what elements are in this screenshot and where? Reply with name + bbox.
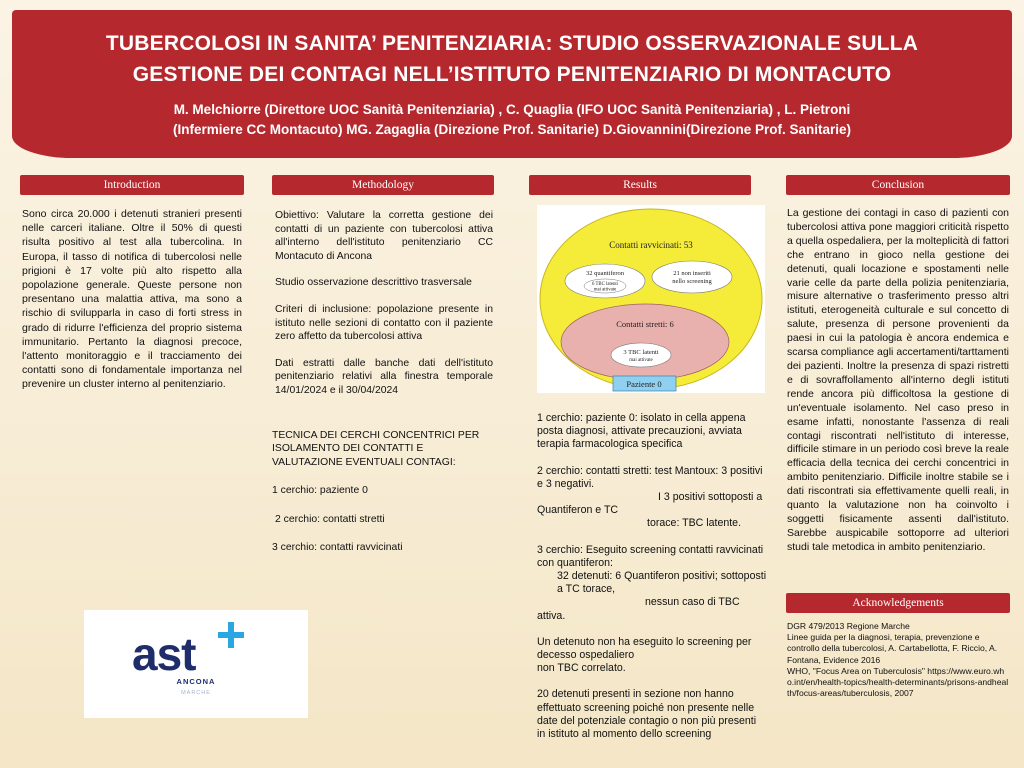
results-body xyxy=(537,412,767,741)
introduction-heading: Introduction xyxy=(20,175,244,195)
methodology-study-type: Studio osservazione descrittivo trasversale xyxy=(275,277,472,289)
authors xyxy=(12,100,1012,140)
result-circle-3-c: nessun caso di TBC xyxy=(645,596,740,609)
result-circle-2-a: 2 cerchio: contatti stretti: test Mantoux: 3 positivi e 3 negativi. xyxy=(537,464,763,490)
result-circle-3-d: attiva. xyxy=(537,609,566,622)
ack-reference-1: DGR 479/2013 Regione Marche xyxy=(787,621,910,631)
methodology-heading: Methodology xyxy=(272,175,494,195)
result-circle-2-c: Quantiferon e TC xyxy=(537,504,619,517)
authors-line-2: (Infermiere CC Montacuto) MG. Zagaglia (Direzione Prof. Sanitarie) D.Giovannini(Direzione Prof. Sanitarie) xyxy=(172,122,852,137)
logo-wordmark: ast xyxy=(132,628,196,680)
not-screened-label-1: 21 non inseriti xyxy=(673,270,711,277)
not-screened-label-2: nello screening xyxy=(672,278,712,285)
introduction-body: Sono circa 20.000 i detenuti stranieri presenti nelle carceri italiane. Oltre il 50% di questi risulta positivo al test alla tubercolina. In Europa, il tasso di notifica di tubercolosi nelle prigioni è 17 volte più alto rispetto alla popolazione generale. Queste persone non presentano una malattia attiva, ma sono a rischio di svilupparla in caso di forti stress in grado di ridurre l'efficienza del proprio sistema immunitario. Pertanto la diagnosi precoce, l'attento monitoraggio e il tracciamento dei contatti sono di fondamentale importanza nel prevenire un cluster interno al penitenziario. xyxy=(22,208,242,391)
circle-2-label: 2 cerchio: contatti stretti xyxy=(275,513,385,525)
not-screened-ellipse xyxy=(652,261,732,293)
logo-graphic xyxy=(84,610,308,718)
ack-reference-2: Linee guida per la diagnosi, terapia, prevenzione e controllo della tubercolosi, A. Cartabellotta, F. Riccio, A. Fontana, Evidence 2016 xyxy=(787,632,998,665)
latent-small-label-2: mai attivate xyxy=(593,287,617,293)
result-circle-3-a: 3 cerchio: Eseguito screening contatti ravvicinati con quantiferon: xyxy=(537,543,764,569)
logo-plus-horizontal xyxy=(218,632,244,638)
outer-circle-label: Contatti ravvicinati: 53 xyxy=(609,240,693,250)
patient-zero-label: Paziente 0 xyxy=(626,379,662,389)
poster-title xyxy=(12,28,1012,90)
latent-small-label-1: 6 TBC latenti xyxy=(591,282,619,287)
quantiferon-label: 32 quantiferon xyxy=(585,270,625,277)
conclusion-body: La gestione dei contagi in caso di pazienti con tubercolosi attiva pone maggiori criticità rispetto a quella ospedaliera, per la molteplicità di fattori che entrano in gioco nella gestione dei detenuti, quali locazione e spostamenti nelle varie celle da parte della polizia penitenziaria, misure alternative o trasferimento presso altri istituti, eterogeneità culturale e sul concetto di salute, presenza di persone provenienti da paesi in cui la patologia è ancora endemica e scarsa compliance agli accertamenti/tarttamenti dei pazienti. Inoltre la presenza di spazi ristretti e di sovraffollamento all'interno degli istituti rende ancora più difficoltosa la gestione di un'eventuale isolamento. Nel caso preso in esame infatti, nonostante l'assenza di reali contagi riscontrati nell'istituto di interesse, difficile stimare in un periodo così breve la reale efficacia della tecnica dei cerchi concentrici in ambito penitenziario. Difficile inoltre stabile se i dati riscontrati sia effettivamente quelli reali, in quanto la valutazione non ha coinvolto i soggetti fisicamente assenti dall'istituto. Sarebbe auspicabile sottoporre ad ulteriori studi tale metodica in ambito penitenziario. xyxy=(787,207,1009,553)
inner-ellipse-close-contacts xyxy=(561,304,729,380)
title-line-2: GESTIONE DEI CONTAGI NELL’ISTITUTO PENITENZIARIO DI MONTACUTO xyxy=(132,63,892,86)
results-heading: Results xyxy=(529,175,751,195)
circle-1-label: 1 cerchio: paziente 0 xyxy=(272,485,368,497)
methodology-data-source: Dati estratti dalle banche dati dell'istituto penitenziario relativi alla finestra temporale 14/01/2024 e il 30/04/2024 xyxy=(275,357,493,396)
tbc-latent-label-1: 3 TBC latenti xyxy=(623,349,659,356)
poster-header xyxy=(12,10,1012,158)
result-circle-2-b: I 3 positivi sottoposti a xyxy=(658,491,763,504)
inner-ellipse-label: Contatti stretti: 6 xyxy=(616,319,674,329)
acknowledgements-body xyxy=(787,621,1009,699)
methodology-objective: Obiettivo: Valutare la corretta gestione dei contatti di un paziente con tubercolosi attiva all'interno dell'istituto penitenziario CC Montacuto di Ancona xyxy=(275,210,493,262)
logo-region: MARCHE xyxy=(181,690,211,696)
tbc-latent-label-2: mai attivate xyxy=(629,358,653,363)
concentric-circles-diagram xyxy=(537,205,765,393)
ast-ancona-logo xyxy=(84,610,308,718)
result-circle-3-b: 32 detenuti: 6 Quantiferon positivi; sottoposti a TC torace, xyxy=(557,570,767,596)
result-not-screened: 20 detenuti presenti in sezione non hanno effettuato screening poiché non presente nelle date del potenziale contagio o non più presenti in istituto al momento dello screening xyxy=(537,688,757,741)
methodology-technique xyxy=(272,429,496,554)
circle-3-label: 3 cerchio: contatti ravvicinati xyxy=(272,542,403,554)
technique-title: TECNICA DEI CERCHI CONCENTRICI PER ISOLAMENTO DEI CONTATTI E VALUTAZIONE EVENTUALI CONTAGI: xyxy=(272,430,480,468)
logo-city: ANCONA xyxy=(176,677,216,686)
result-deceased-a: Un detenuto non ha eseguito lo screening per decesso ospedaliero xyxy=(537,635,752,662)
title-line-1: TUBERCOLOSI IN SANITA’ PENITENZIARIA: STUDIO OSSERVAZIONALE SULLA xyxy=(105,32,919,55)
methodology-body xyxy=(275,209,493,398)
result-circle-1: 1 cerchio: paziente 0: isolato in cella appena posta diagnosi, attivate precauzioni, avviata terapia farmacologica specifica xyxy=(537,412,746,451)
methodology-inclusion: Criteri di inclusione: popolazione presente in istituto nelle sezioni di contatto con il paziente zero affetto da tubercolosi attiva xyxy=(275,303,493,343)
ack-reference-3: WHO, "Focus Area on Tuberculosis" https://www.euro.who.int/en/health-topics/health-determinants/prisons-andhealth/focus-areas/tuberculosis, 2007 xyxy=(787,665,1009,699)
authors-line-1: M. Melchiorre (Direttore UOC Sanità Penitenziaria) , C. Quaglia (IFO UOC Sanità Penitenziaria) , L. Pietroni xyxy=(173,102,851,117)
result-circle-2-d: torace: TBC latente. xyxy=(647,517,742,530)
result-deceased-b: non TBC correlato. xyxy=(537,662,626,675)
conclusion-heading: Conclusion xyxy=(786,175,1010,195)
acknowledgements-heading: Acknowledgements xyxy=(786,593,1010,613)
